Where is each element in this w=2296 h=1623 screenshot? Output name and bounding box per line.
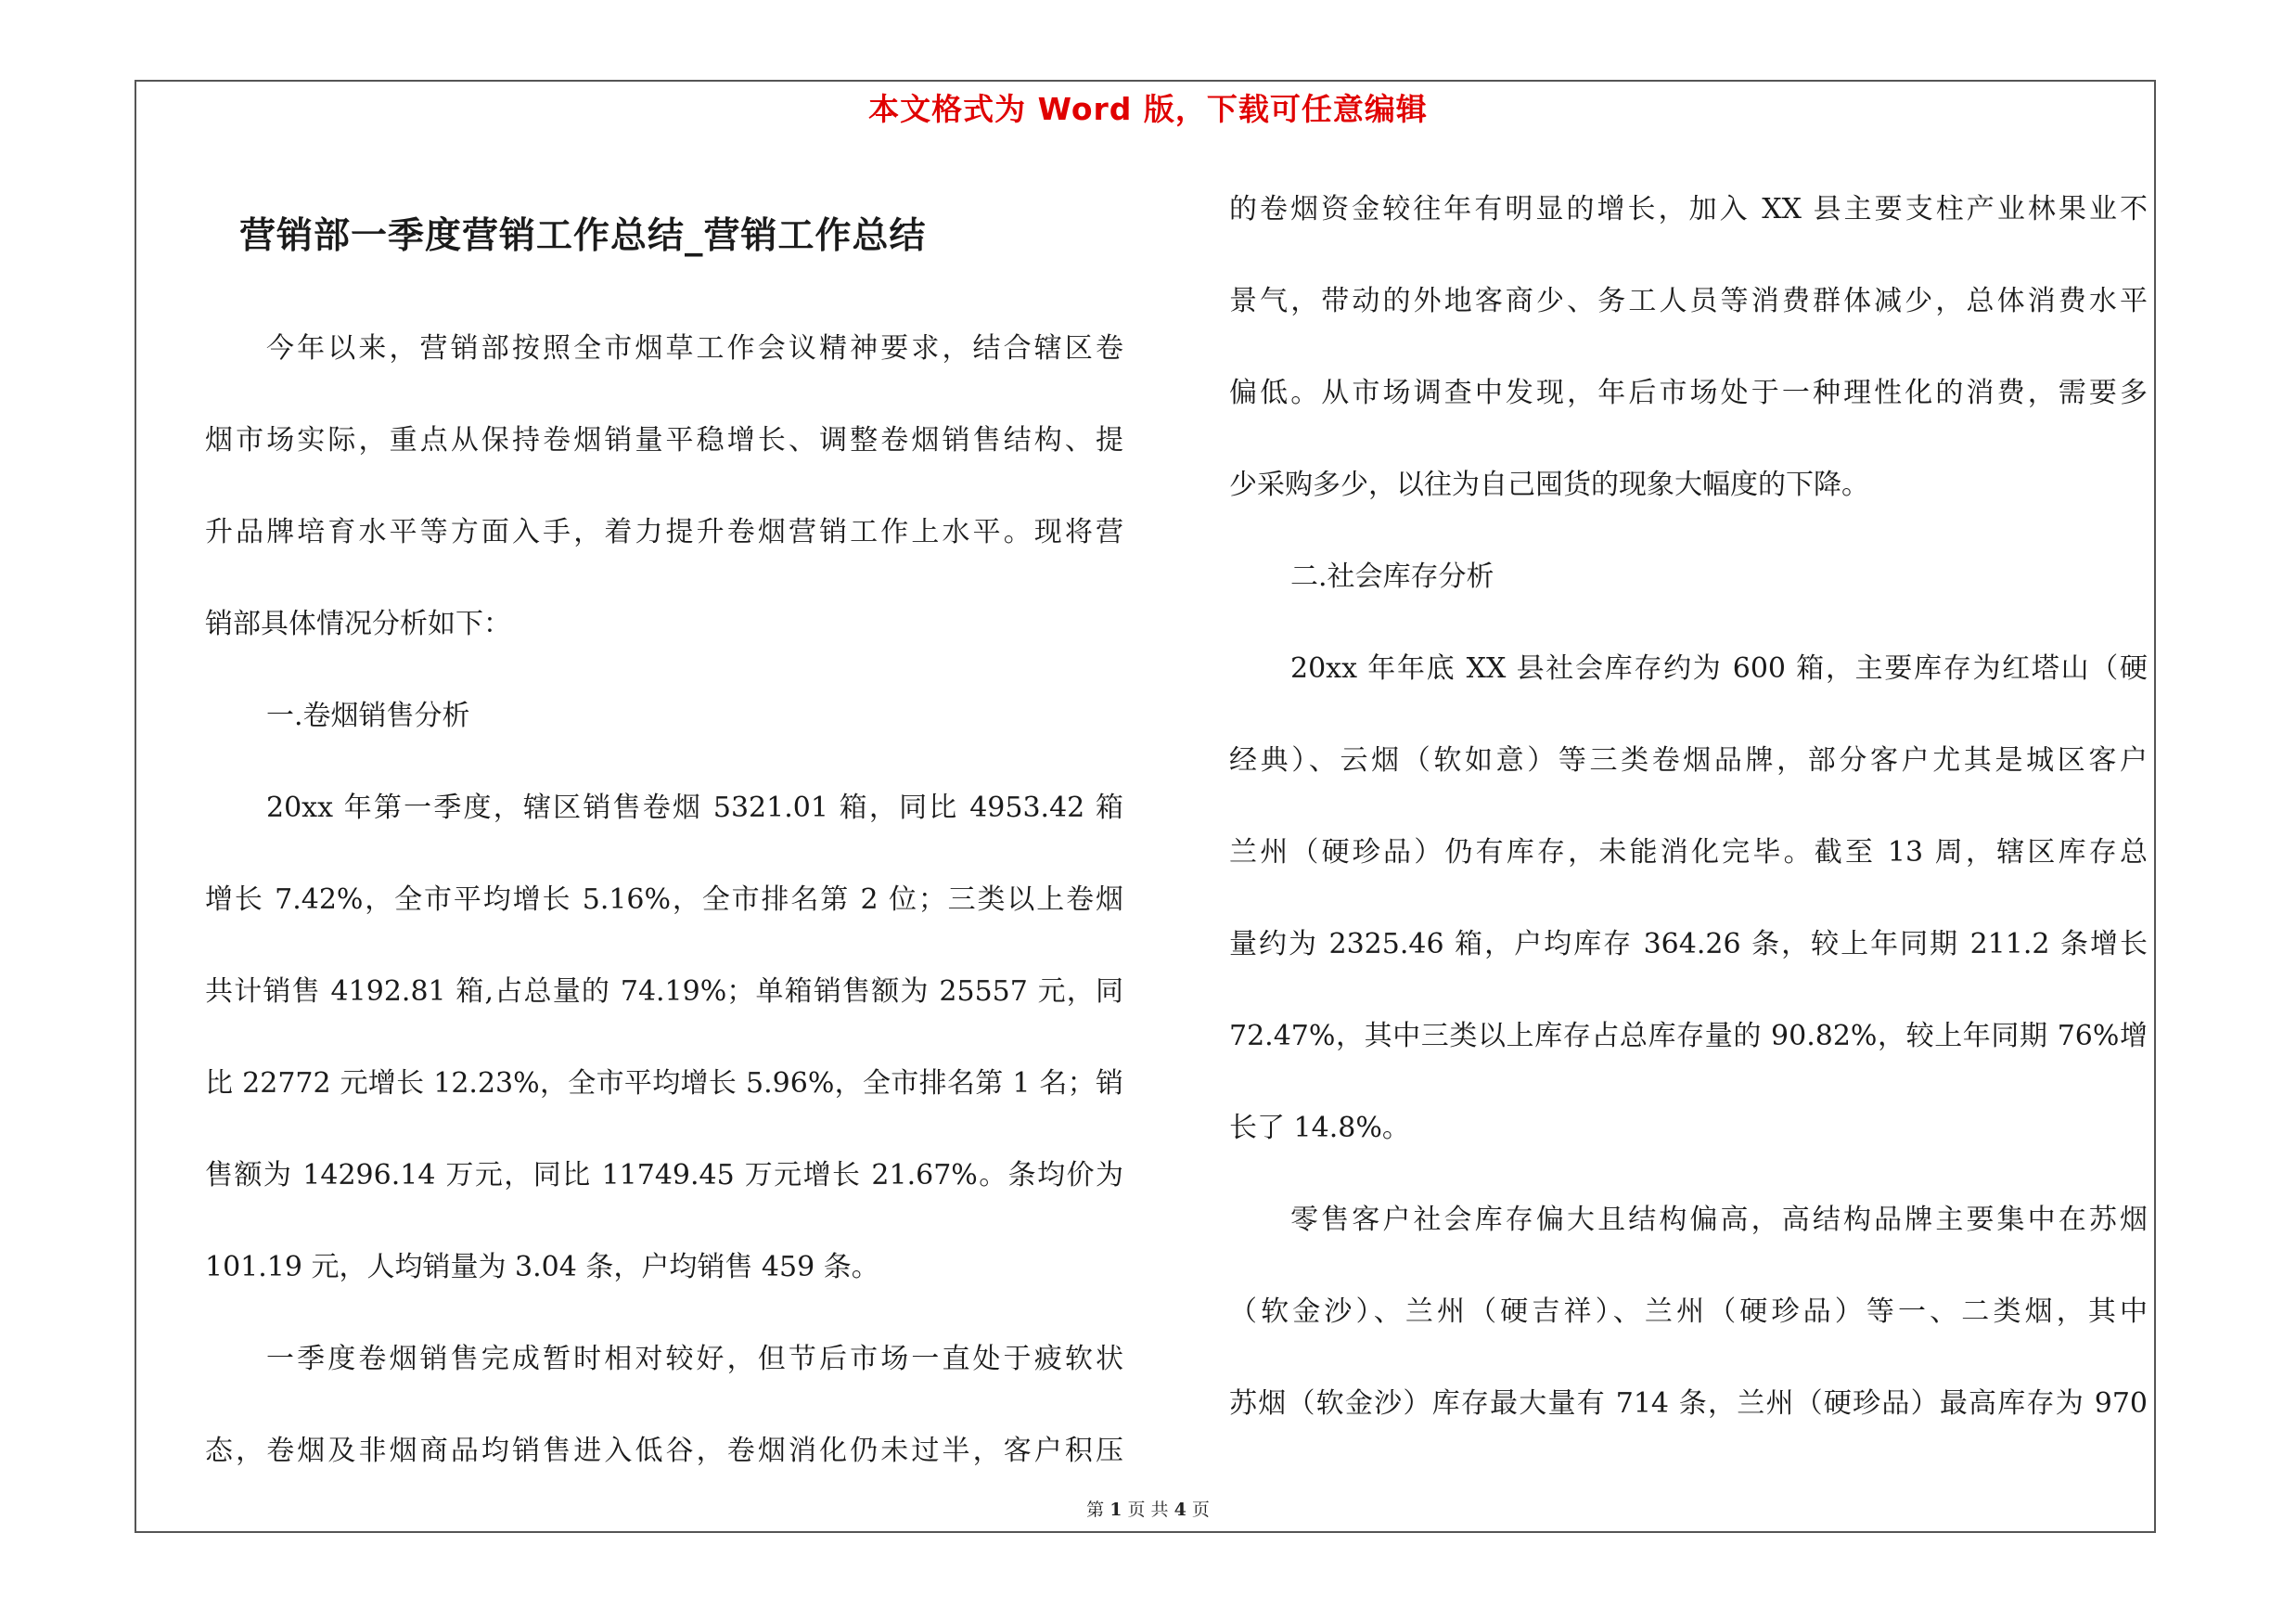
text-line: 72.47%，其中三类以上库存占总库存量的 90.82%，较上年同期 76%增 xyxy=(1229,1020,2148,1052)
text-line: 量约为 2325.46 箱，户均库存 364.26 条，较上年同期 211.2 条增长 xyxy=(1229,928,2148,960)
text-line: 升品牌培育水平等方面入手，着力提升卷烟营销工作上水平。现将营 xyxy=(205,516,1123,548)
footer-suffix: 页 xyxy=(1191,1500,1210,1520)
text-line: 苏烟（软金沙）库存最大量有 714 条，兰州（硬珍品）最高库存为 970 xyxy=(1229,1387,2148,1420)
text-line: 一季度卷烟销售完成暂时相对较好，但节后市场一直处于疲软状 xyxy=(266,1343,1123,1375)
text-line: 比 22772 元增长 12.23%，全市平均增长 5.96%，全市排名第 1 名；销 xyxy=(205,1067,1123,1100)
text-line: 烟市场实际，重点从保持卷烟销量平稳增长、调整卷烟销售结构、提 xyxy=(205,424,1123,457)
footer-prefix: 第 xyxy=(1086,1500,1105,1520)
text-line: 20xx 年第一季度，辖区销售卷烟 5321.01 箱，同比 4953.42 箱 xyxy=(266,792,1123,824)
text-line: 的卷烟资金较往年有明显的增长，加入 XX 县主要支柱产业林果业不 xyxy=(1229,193,2148,225)
format-banner: 本文格式为 Word 版，下载可任意编辑 xyxy=(868,91,1428,127)
text-line: 态，卷烟及非烟商品均销售进入低谷，卷烟消化仍未过半，客户积压 xyxy=(205,1435,1123,1467)
document-title: 营销部一季度营销工作总结_营销工作总结 xyxy=(239,214,927,257)
text-line: 偏低。从市场调查中发现，年后市场处于一种理性化的消费，需要多 xyxy=(1229,377,2148,409)
text-line: 零售客户社会库存偏大且结构偏高，高结构品牌主要集中在苏烟 xyxy=(1290,1204,2148,1236)
text-line: 20xx 年年底 XX 县社会库存约为 600 箱，主要库存为红塔山（硬 xyxy=(1290,652,2148,685)
text-line: 销部具体情况分析如下： xyxy=(205,608,511,640)
text-line: 增长 7.42%，全市平均增长 5.16%，全市排名第 2 位；三类以上卷烟 xyxy=(205,883,1123,916)
text-line: 经典）、云烟（软如意）等三类卷烟品牌，部分客户尤其是城区客户 xyxy=(1229,744,2148,777)
text-line: （软金沙）、兰州（硬吉祥）、兰州（硬珍品）等一、二类烟，其中 xyxy=(1229,1295,2148,1328)
text-line: 长了 14.8%。 xyxy=(1229,1112,1410,1144)
footer-total-pages: 4 xyxy=(1174,1500,1186,1520)
text-line: 景气，带动的外地客商少、务工人员等消费群体减少，总体消费水平 xyxy=(1229,285,2148,317)
text-line: 共计销售 4192.81 箱,占总量的 74.19%；单箱销售额为 25557 元，同 xyxy=(205,975,1123,1008)
text-line: 二.社会库存分析 xyxy=(1290,560,1494,593)
text-line: 101.19 元，人均销量为 3.04 条，户均销售 459 条。 xyxy=(205,1251,879,1283)
text-line: 售额为 14296.14 万元，同比 11749.45 万元增长 21.67%。条均价为 xyxy=(205,1159,1123,1191)
footer-middle: 页 共 xyxy=(1127,1500,1169,1520)
text-line: 今年以来，营销部按照全市烟草工作会议精神要求，结合辖区卷 xyxy=(266,332,1123,365)
text-line: 一.卷烟销售分析 xyxy=(266,700,470,732)
right-column xyxy=(1229,163,2148,1449)
footer-page-number: 1 xyxy=(1110,1500,1122,1520)
left-column xyxy=(205,303,1123,1497)
text-line: 少采购多少，以往为自己囤货的现象大幅度的下降。 xyxy=(1229,469,1869,501)
text-line: 兰州（硬珍品）仍有库存，未能消化完毕。截至 13 周，辖区库存总 xyxy=(1229,836,2148,869)
page-footer xyxy=(0,1496,2296,1521)
